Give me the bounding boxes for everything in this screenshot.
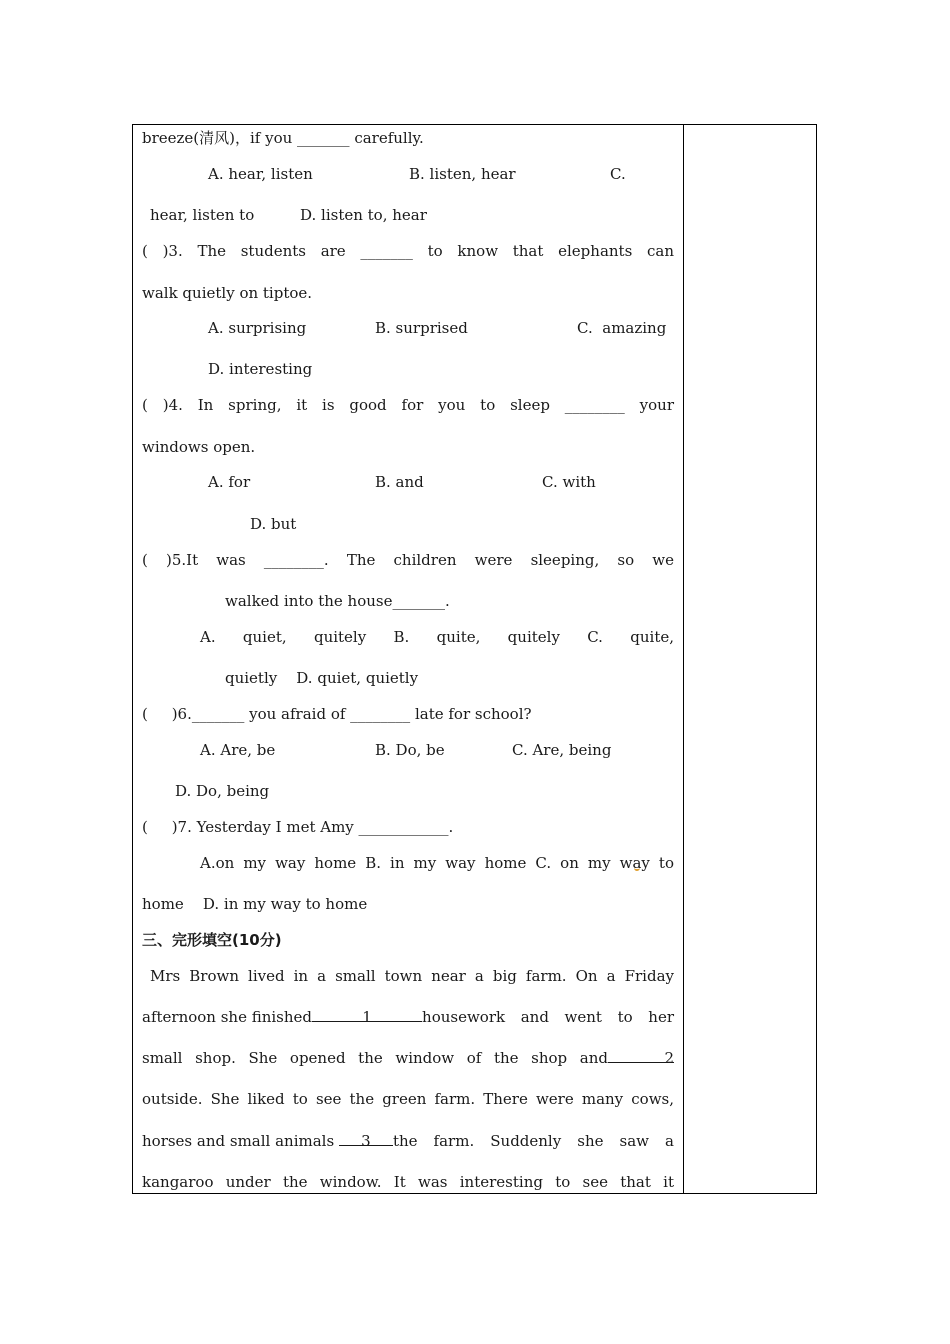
question-3-cont: walk quietly on tiptoe. <box>142 284 313 302</box>
blank-number-1: 1 <box>362 1008 372 1026</box>
q4-option-d: D. but <box>250 515 297 533</box>
passage-text: afternoon she finished <box>142 1008 313 1026</box>
question-2-stem-end: breeze(清风)，if you _______ carefully. <box>142 129 424 147</box>
q7-options: A.on my way home B. in my way home C. on my way to <box>200 854 674 872</box>
question-4-cont: windows open. <box>142 438 256 456</box>
cloze-blank-1 <box>312 1007 422 1026</box>
q4-option-a: A. for <box>208 473 251 491</box>
cloze-blank-3 <box>339 1131 393 1150</box>
q3-option-b: B. surprised <box>375 319 468 337</box>
q3-option-a: A. surprising <box>208 319 307 337</box>
q6-option-d: D. Do, being <box>175 782 270 800</box>
question-5-cont: walked into the house_______. <box>225 592 450 610</box>
cloze-blank-2 <box>608 1048 674 1067</box>
q4-option-c: C. with <box>542 473 596 491</box>
section-3-heading: 三、完形填空(10分) <box>142 931 282 949</box>
passage-line-4: outside. She liked to see the green farm. There were many cows, <box>142 1090 674 1108</box>
q2-option-b: B. listen, hear <box>409 165 516 183</box>
passage-line-3 <box>142 1048 674 1068</box>
passage-text: housework and went to her <box>422 1008 674 1026</box>
q2-option-c-label: C. <box>610 165 626 183</box>
passage-line-6: kangaroo under the window. It was interesting to see that it <box>142 1173 674 1191</box>
blank-number-2: 2 <box>664 1049 674 1067</box>
question-7: ( )7. Yesterday I met Amy ____________. <box>142 818 454 836</box>
q6-option-a: A. Are, be <box>200 741 276 759</box>
passage-text: small shop. She opened the window of the shop and <box>142 1049 608 1067</box>
question-4: ( )4. In spring, it is good for you to sleep ________ your <box>142 396 674 414</box>
passage-line-1: Mrs Brown lived in a small town near a big farm. On a Friday <box>150 967 674 985</box>
passage-text: the farm. Suddenly she saw a <box>392 1132 674 1150</box>
question-3: ( )3. The students are _______ to know that elephants can <box>142 242 674 260</box>
q3-option-d: D. interesting <box>208 360 313 378</box>
q2-option-d: D. listen to, hear <box>300 206 427 224</box>
question-5: ( )5.It was ________. The children were sleeping, so we <box>142 551 674 569</box>
q6-option-b: B. Do, be <box>375 741 445 759</box>
q6-option-c: C. Are, being <box>512 741 612 759</box>
question-6: ( )6._______ you afraid of ________ late for school? <box>142 705 532 723</box>
q5-options-cd: quietly D. quiet, quietly <box>225 669 419 687</box>
passage-text: horses and small animals <box>142 1132 339 1150</box>
passage-line-5 <box>142 1131 674 1151</box>
q2-option-c: hear, listen to <box>150 206 255 224</box>
q4-option-b: B. and <box>375 473 424 491</box>
q7-options-cont: home D. in my way to home <box>142 895 368 913</box>
q5-options-abc: A. quiet, quitely B. quite, quitely C. quite, <box>200 628 674 646</box>
column-divider <box>683 124 684 1194</box>
q2-option-a: A. hear, listen <box>208 165 313 183</box>
passage-line-2 <box>142 1007 674 1027</box>
q3-option-c: C. amazing <box>577 319 667 337</box>
blank-number-3: 3 <box>361 1132 371 1150</box>
